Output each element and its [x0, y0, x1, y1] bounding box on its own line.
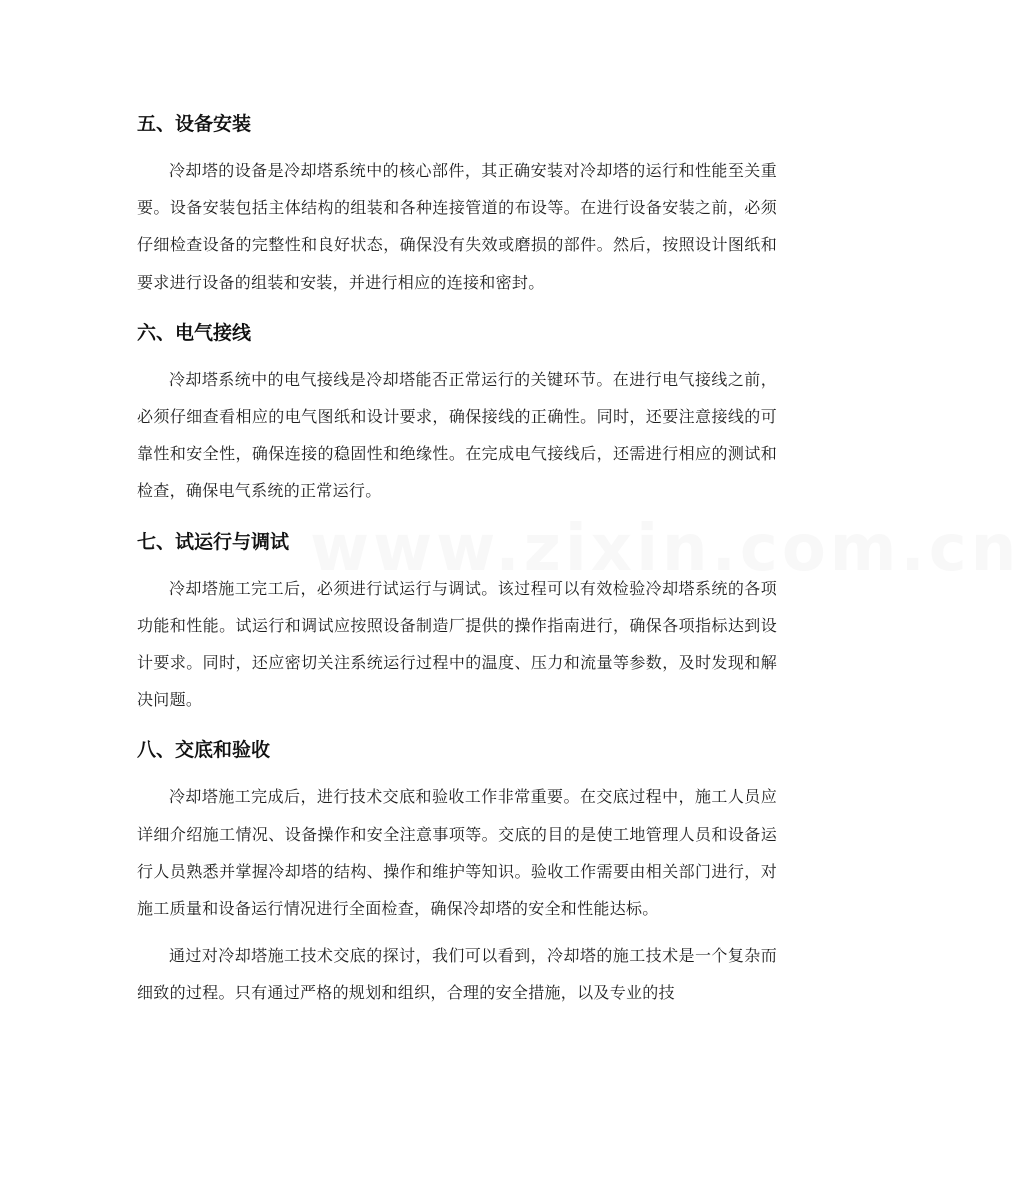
section-heading: 八、交底和验收	[137, 739, 271, 762]
section-trial-run	[137, 522, 777, 719]
section-paragraph: 冷却塔系统中的电气接线是冷却塔能否正常运行的关键环节。在进行电气接线之前，必须仔细查看相应的电气图纸和设计要求，确保接线的正确性。同时，还要注意接线的可靠性和安全性，确保连接的稳固性和绝缘性。在完成电气接线后，还需进行相应的测试和检查，确保电气系统的正常运行。	[137, 369, 777, 501]
section-handover-acceptance	[137, 730, 777, 927]
document-body	[137, 104, 777, 1022]
section-paragraph: 冷却塔施工完工后，必须进行试运行与调试。该过程可以有效检验冷却塔系统的各项功能和性能。试运行和调试应按照设备制造厂提供的操作指南进行，确保各项指标达到设计要求。同时，还应密切关注系统运行过程中的温度、压力和流量等参数，及时发现和解决问题。	[137, 578, 777, 710]
section-heading: 六、电气接线	[137, 321, 252, 344]
section-heading: 七、试运行与调试	[137, 530, 290, 553]
section-heading: 五、设备安装	[137, 113, 252, 135]
closing-paragraph: 通过对冷却塔施工技术交底的探讨，我们可以看到，冷却塔的施工技术是一个复杂而细致的过程。只有通过严格的规划和组织，合理的安全措施，以及专业的技	[137, 946, 777, 1003]
watermark: www.zixin.com.cn	[310, 512, 1020, 586]
section-paragraph: 冷却塔施工完成后，进行技术交底和验收工作非常重要。在交底过程中，施工人员应详细介绍施工情况、设备操作和安全注意事项等。交底的目的是使工地管理人员和设备运行人员熟悉并掌握冷却塔的结构、操作和维护等知识。验收工作需要由相关部门进行，对施工质量和设备运行情况进行全面检查，确保冷却塔的安全和性能达标。	[137, 787, 777, 919]
section-electrical-wiring	[137, 313, 777, 510]
section-equipment-installation	[137, 104, 777, 301]
section-paragraph: 冷却塔的设备是冷却塔系统中的核心部件，其正确安装对冷却塔的运行和性能至关重要。设备安装包括主体结构的组装和各种连接管道的布设等。在进行设备安装之前，必须仔细检查设备的完整性和良好状态，确保没有失效或磨损的部件。然后，按照设计图纸和要求进行设备的组装和安装，并进行相应的连接和密封。	[137, 161, 777, 292]
